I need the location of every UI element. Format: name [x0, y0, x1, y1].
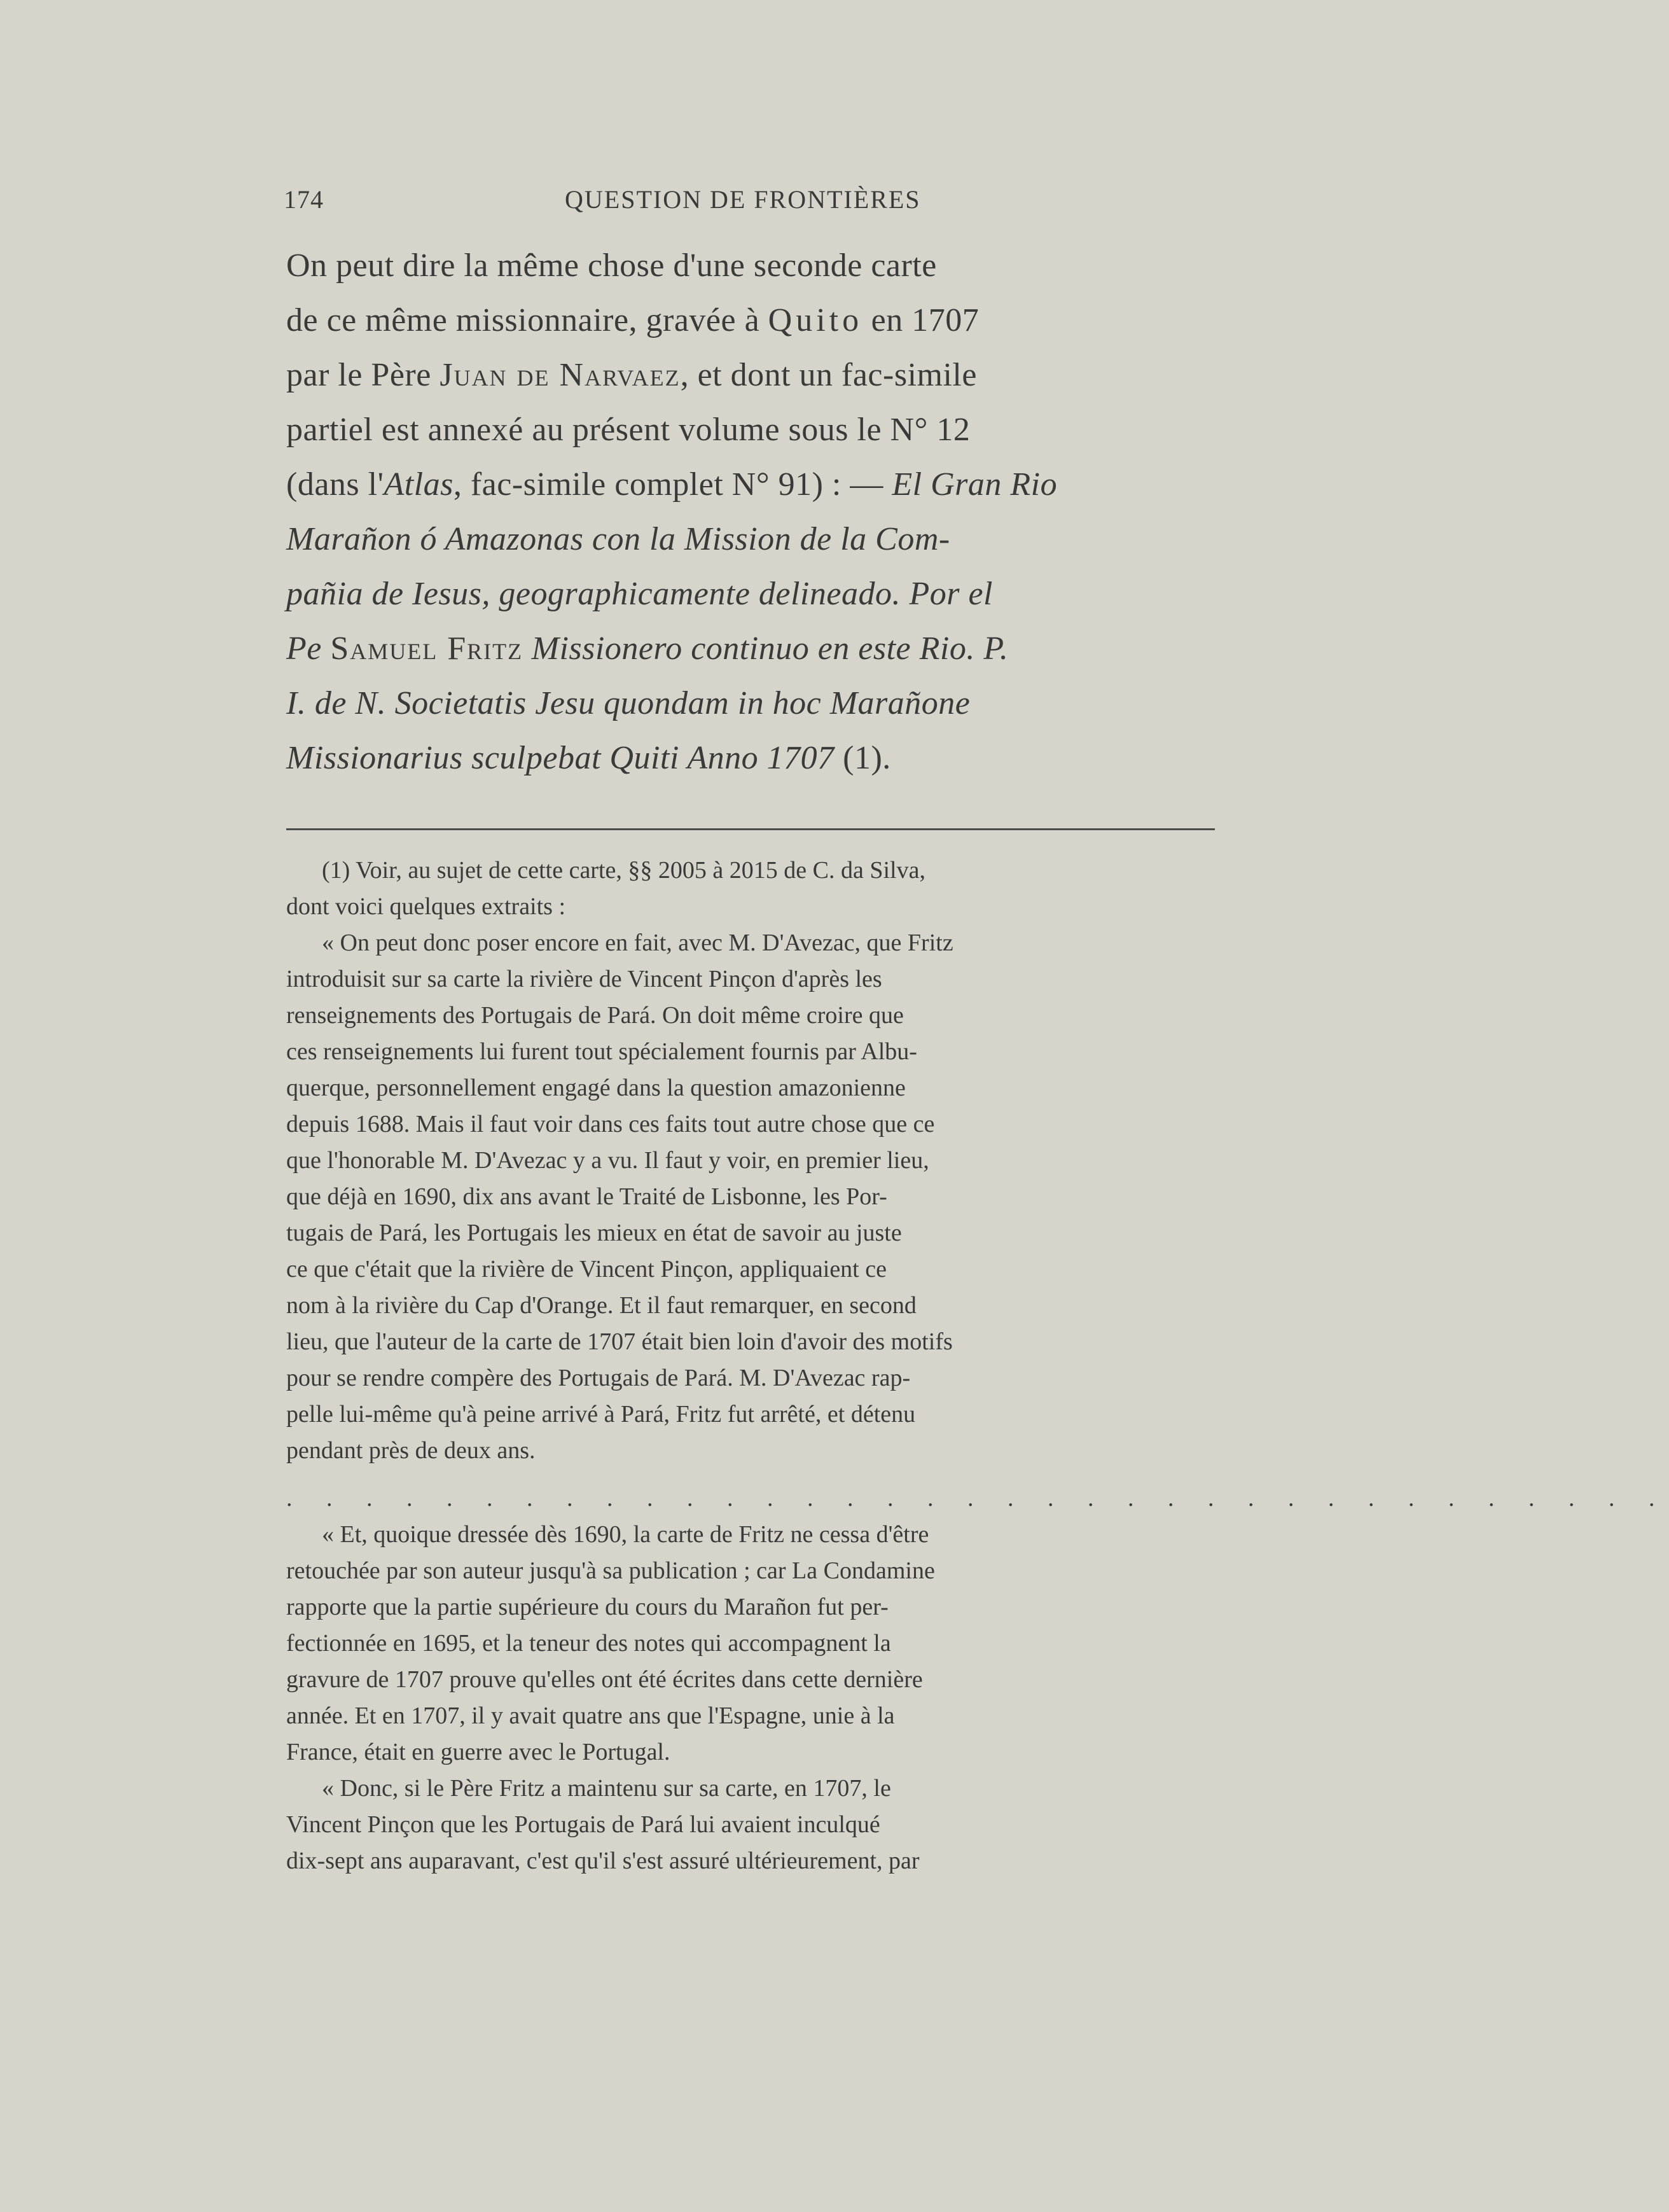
- footnote-line: depuis 1688. Mais il faut voir dans ces faits tout autre chose que ce: [286, 1111, 935, 1137]
- main-line: Pe Samuel Fritz Missionero continuo en este Rio. P.: [286, 630, 1009, 667]
- main-line: I. de N. Societatis Jesu quondam in hoc Marañone: [286, 685, 971, 721]
- main-line: de ce même missionnaire, gravée à Quito en 1707: [286, 302, 980, 338]
- footnote-separator: [286, 828, 1215, 830]
- main-line: par le Père Juan de Narvaez, et dont un fac-simile: [286, 357, 977, 393]
- footnote-line: Vincent Pinçon que les Portugais de Pará lui avaient inculqué: [286, 1811, 880, 1838]
- footnote: [286, 852, 1669, 1879]
- main-line: pañia de Iesus, geographicamente delineado. Por el: [286, 576, 993, 612]
- footnote-line: pelle lui-même qu'à peine arrivé à Pará, Fritz fut arrêté, et détenu: [286, 1401, 916, 1428]
- footnote-line: ce que c'était que la rivière de Vincent Pinçon, appliquaient ce: [286, 1256, 887, 1283]
- footnote-quote-2: [286, 1517, 1221, 1770]
- running-title: QUESTION DE FRONTIÈRES: [565, 185, 921, 214]
- footnote-line: que l'honorable M. D'Avezac y a vu. Il faut y voir, en premier lieu,: [286, 1147, 929, 1174]
- footnote-line: ces renseignements lui furent tout spécialement fournis par Albu-: [286, 1038, 917, 1065]
- footnote-line: année. Et en 1707, il y avait quatre ans que l'Espagne, unie à la: [286, 1702, 895, 1729]
- page-header: [284, 184, 1222, 216]
- footnote-line: renseignements des Portugais de Pará. On doit même croire que: [286, 1002, 904, 1029]
- footnote-quote-1: [286, 925, 1221, 1469]
- footnote-line: querque, personnellement engagé dans la question amazonienne: [286, 1075, 906, 1101]
- main-line: (dans l'Atlas, fac-simile complet N° 91) : — El Gran Rio: [286, 466, 1058, 503]
- footnote-line: fectionnée en 1695, et la teneur des notes qui accompagnent la: [286, 1630, 891, 1657]
- ellipsis-dots: . . . . . . . . . . . . . . . . . . . . . . . . . . . . . . . . . . .: [286, 1485, 1669, 1512]
- footnote-line: France, était en guerre avec le Portugal.: [286, 1739, 670, 1765]
- footnote-line: tugais de Pará, les Portugais les mieux en état de savoir au juste: [286, 1220, 902, 1246]
- footnote-line: pour se rendre compère des Portugais de Pará. M. D'Avezac rap-: [286, 1365, 911, 1391]
- footnote-line: que déjà en 1690, dix ans avant le Traité de Lisbonne, les Por-: [286, 1183, 887, 1210]
- footnote-line: (1) Voir, au sujet de cette carte, §§ 2005 à 2015 de C. da Silva,: [322, 857, 925, 884]
- main-line: Marañon ó Amazonas con la Mission de la Com-: [286, 521, 950, 557]
- footnote-line: gravure de 1707 prouve qu'elles ont été écrites dans cette dernière: [286, 1666, 923, 1693]
- main-line: partiel est annexé au présent volume sous le N° 12: [286, 412, 971, 448]
- footnote-line: introduisit sur sa carte la rivière de Vincent Pinçon d'après les: [286, 966, 882, 992]
- footnote-line: dont voici quelques extraits :: [286, 893, 566, 920]
- footnote-line: nom à la rivière du Cap d'Orange. Et il faut remarquer, en second: [286, 1292, 917, 1319]
- footnote-line: rapporte que la partie supérieure du cours du Marañon fut per-: [286, 1594, 889, 1620]
- footnote-line: « Donc, si le Père Fritz a maintenu sur sa carte, en 1707, le: [322, 1775, 891, 1802]
- footnote-line: dix-sept ans auparavant, c'est qu'il s'est assuré ultérieurement, par: [286, 1847, 920, 1874]
- footnote-line: lieu, que l'auteur de la carte de 1707 était bien loin d'avoir des motifs: [286, 1328, 953, 1355]
- main-line: Missionarius sculpebat Quiti Anno 1707 (1).: [286, 740, 891, 776]
- footnote-line: « On peut donc poser encore en fait, avec M. D'Avezac, que Fritz: [322, 929, 953, 956]
- main-line: On peut dire la même chose d'une seconde carte: [286, 247, 937, 284]
- footnote-line: « Et, quoique dressée dès 1690, la carte de Fritz ne cessa d'être: [322, 1521, 929, 1548]
- footnote-line: pendant près de deux ans.: [286, 1437, 536, 1464]
- footnote-line: retouchée par son auteur jusqu'à sa publication ; car La Condamine: [286, 1557, 935, 1584]
- footnote-intro: [286, 852, 1221, 925]
- footnote-quote-3: [286, 1770, 1221, 1879]
- page-number: 174: [284, 185, 324, 214]
- main-paragraph: [286, 239, 1220, 786]
